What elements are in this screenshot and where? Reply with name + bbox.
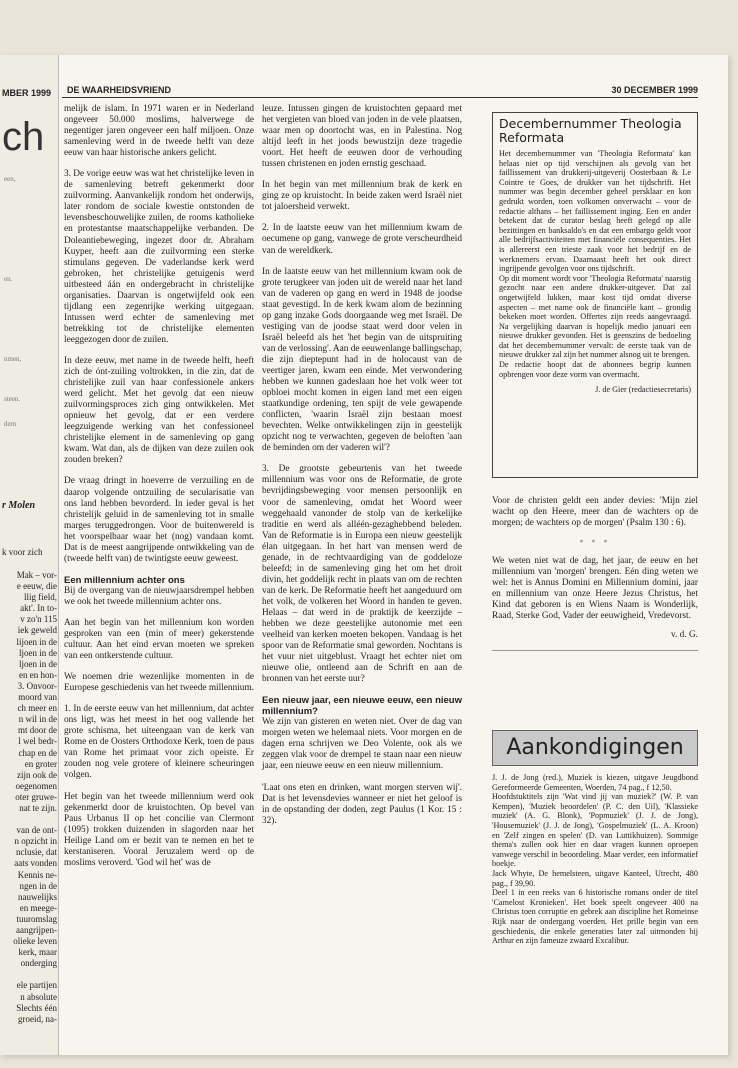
- paragraph: We weten niet wat de dag, het jaar, de eeuw en het millennium van 'morgen' brengen. Eén ding weten we wel: het is Annus Domini en Millennium domini, jaar en millennium van onze Heere Jezus Christus, het Kind dat geboren is en Wiens Naam is Wonderlijk, Raad, Sterke God, Vader der eeuwigheid, Vredevorst.: [492, 556, 698, 622]
- prev-page-fragment: steen.: [4, 395, 21, 403]
- paragraph: De vraag dringt in hoeverre de verzuiling en de daarop volgende ontzuiling de secularisatie van ons land hebben bevorderd. In ieder geval is het christelijk geluid in de samenleving tot in smalle marges teruggedrongen. Voor de buitenwereld is het voorspelbaar waar het (nog) vandaan komt. Dat is de meest aangrijpende ontwikkeling van de (tweede helft van) de twintigste eeuw geweest.: [64, 476, 254, 564]
- section-heading: Een millennium achter ons: [64, 574, 185, 586]
- paragraph: Bij de overgang van de nieuwjaarsdrempel hebben we ook het tweede millennium achter ons.: [64, 585, 254, 607]
- box-title: Decembernummer Theologia Reformata: [499, 116, 682, 145]
- paragraph: De redactie hoopt dat de abonnees begrip kunnen opbrengen voor deze vorm van overmacht.: [499, 360, 691, 379]
- paragraph: Voor de christen geldt een ander devies: 'Mijn ziel wacht op den Heere, meer dan de wachters op de morgen; de wachters op de morgen' (Psalm 130 : 6).: [492, 496, 698, 529]
- announcements-heading: Aankondigingen: [492, 730, 698, 766]
- prev-page-author: r Molen: [2, 500, 36, 511]
- paragraph: Het decembernummer van 'Theologia Reformata' kan helaas niet op tijd verschijnen als gevolg van het faillissement van drukkerij-uitgeverij Oosterbaan & Le Cointre te Goes, de drukker van het tijdschrift. Het nummer was begin december geheel persklaar en kon gedrukt worden, toen volkomen onverwacht – voor de redactie althans – het faillissement inging. Een en ander betekent dat de curator beslag heeft gelegd op alle bezittingen en banksaldo's en dat een embargo geldt voor alle bedrijfsactiviteiten met financiële consequenties. Het is allereerst een trieste zaak voor het bedrijf en de werknemers ervan. Daarnaast heeft het ook direct ingrijpende gevolgen voor ons tijdschrift.: [499, 149, 691, 274]
- paragraph: 3. De vorige eeuw was wat het christelijke leven in de samenleving betreft gekenmerkt door zuilvorming. Aanvankelijk rondom het onderwijs, later rondom de sociale kwestie ontstonden de levensbeschouwelijke zuilen, de rooms katholieke en protestantse maatschappelijke verbanden. De Doleantiebeweging, ingezet door dr. Abraham Kuyper, heeft aan die zuilvorming een sterke stimulans gegeven. De vaderlandse kerk werd gebroken, het christelijke getuigenis werd uitbesteed áán en ondergebracht ìn christelijke organisaties. Daarvan is ongetwijfeld ook een tijdlang een zegenrijke werking uitgegaan. Intussen werd echter de samenleving met betrekking tot de christelijke elementen leeggezogen door de zuilen.: [64, 169, 255, 345]
- divider: [492, 650, 698, 651]
- paragraph: Aan het begin van het millennium kon worden gesproken van een (min of meer) gekerstende cultuur. Aan het eind ervan moeten we spreken van een ontkerstende cultuur.: [64, 617, 254, 662]
- box-signature: J. de Gier (redactiesecretaris): [595, 385, 691, 395]
- paragraph: Jack Whyte, De hemelsteen, uitgave Kanteel, Utrecht, 480 pag., f 39,90.: [492, 868, 698, 888]
- prev-page-line: k voor zich: [2, 547, 43, 557]
- prev-page-fragment: dem: [4, 420, 17, 428]
- column-3-text: [492, 496, 698, 659]
- previous-page-strip: [0, 55, 59, 1055]
- paragraph: 3. De grootste gebeurtenis van het tweede millennium was voor ons de Reformatie, de grote bevrijdingsbeweging voor mensen persoonlijk en voor de samenleving, omdat het Woord weer weggehaald vanonder de stolp van de kerkelijke traditie en werd als alléén-gezaghebbend beleden. Van de Reformatie is in Europa een nieuw geestelijk élan uitgegaan. In het hart van mensen werd de genade, in de rechtvaardiging van de goddeloze beleefd; in de samenleving ging het om het droit divin, het goddelijk recht in plaats van om de rechten van de kerk. De Reformatie heeft het aangeduurd om het volk, de volkeren het Woord in handen te geven. Helaas – dat werd in de praktijk de keerzijde – hebben we deze geestelijke autonomie met een veelheid van kerken moeten bekopen. Vandaag is het spoor van de Reformatie smal geworden. Nochtans is het vuur niet uitgeblust. Vraagt het echter niet om nieuwe olie, ontleend aan de Schrift en aan de bronnen van het eerste uur?: [262, 464, 462, 685]
- page-header: [62, 84, 698, 98]
- paragraph: We noemen drie wezenlijke momenten in de Europese geschiedenis van het tweede millennium.: [64, 672, 255, 694]
- column-2: [262, 104, 462, 837]
- section-heading: Een nieuw jaar, een nieuwe eeuw, een nieuw millennium?: [262, 695, 462, 718]
- paragraph: In de laatste eeuw van het millennium kwam ook de grote terugkeer van joden uit de wereld naar het land van de vaderen op gang en werd in 1948 de joodse staat gevestigd. In de kerk kwam alom de bezinning op gang inzake Gods doorgaande weg met Israël. De vestiging van de joodse staat werd door velen in Israël beleefd als het 'het begin van de uitspruiting van de verlossing'. Aan de eeuwenlange ballingschap, die zijn dieptepunt had in de holocaust van de veertiger jaren, kwam een einde. Met verwondering hebben we kunnen gadeslaan hoe het volk weer tot opbloei mocht komen in eigen land met een eigen staatkundige ordening, ten spijt de vele gewapende conflicten, 'waarin Israël zijn bestaan moest bevechten. Welke ontwikkelingen zijn in geestelijk opzicht nog te verwachten, gegeven de beloften 'aan de beminden om der vaderen wil'?: [262, 266, 462, 454]
- separator: * * *: [579, 538, 611, 548]
- column-1: [64, 104, 254, 879]
- newspaper-name: DE WAARHEIDSVRIEND: [67, 85, 172, 95]
- paragraph: leuze. Intussen gingen de kruistochten gepaard met het vergieten van bloed van joden in de vele plaatsen, waar men op doortocht was, en in Palestina. Nog altijd leeft in het joods bewustzijn deze tragedie voort. Het heeft de eeuwen door de verhouding tussen christenen en joden ernstig geschaad.: [262, 104, 462, 170]
- paragraph: 2. In de laatste eeuw van het millennium kwam de oecumene op gang, vanwege de grote verscheurdheid van de wereldkerk.: [262, 223, 462, 256]
- paragraph: Hoofdstuktitels zijn 'Wat vind jij van muziek?' (W. P. van Kempen), 'Muziek beoordelen' (P. C. den Uil), 'Klassieke muziek' (A. G. Blonk), 'Popmuziek' (J. J. de Jong), 'Housemuziek' (J. J. de Jong), 'Gospelmuziek' (L. A. Kroon) en 'Zelf zingen en spelen' (D. van Luttikhuizen). Sommige thema's zullen ook hier en daar vragen kunnen oproepen vanwege verschil in beoordeling. Maar verder, een informatief boekje.: [492, 792, 698, 869]
- issue-date: 30 DECEMBER 1999: [611, 85, 698, 95]
- paragraph: In het begin van met millennium brak de kerk en ging ze op kruistocht. In beide zaken werd Israël niet tot jaloersheid verwekt.: [262, 180, 462, 213]
- prev-page-fragment: een,: [4, 175, 16, 183]
- paragraph: Deel 1 in een reeks van 6 historische romans onder de titel 'Camelost Kronieken'. Het boek speelt ongeveer 400 na Christus toen corruptie en gebrek aan discipline het Romeinse Rijk naar de ondergang voerden. Het prille begin van een geschiedenis, die enkele generaties later zal uitmonden bij Arthur en zijn fameuze zwaard Excalibur.: [492, 888, 698, 946]
- announcement-box: [492, 112, 698, 478]
- announcements-list: [492, 773, 698, 946]
- prev-page-text: Mak – vor- e eeuw, die llig field, akt'. In to- v zo'n 115 iek geweld lijoen in de ljoen in de ljoen in de en en hon- 3. Onvoor- moord van ch meer en n wil in de mt door de l wel bedr- chap en de en groter zijn ook de oegenomen oter gruwe- nat te zijn. van de ont- n opzicht in nclusie, dat aats vonden Kennis ne- ngen in de nauwelijks en meege- tuuromslag aangrijpen- olieke leven kerk, maar onderging ele partijen n absolute Slechts één groeid, na-: [13, 570, 57, 1024]
- paragraph: Op dit moment wordt voor 'Theologia Reformata' naarstig gezocht naar een andere drukker-uitgever. Dat zal ongetwijfeld lukken, maar kost tijd omdat diverse aspecten – met name ook de financiële kant – grondig bekeken moet worden. Offertes zijn reeds aangevraagd. Na vergelijking daarvan is hopelijk medio januari een nieuwe drukker gevonden. Het is geenszins de bedoeling dat het decembernummer vervalt: de eerste taak van de nieuwe drukker zal zijn het nummer alsnog uit te brengen.: [499, 273, 691, 360]
- paragraph: Het begin van het tweede millennium werd ook gekenmerkt door de kruistochten. Op bevel van Paus Urbanus II op het concilie van Clermont (1095) trokken duizenden in slagorden naar het Heilige Land om er bezit van te nemen en het te kerstaniseren. Vooral Jeruzalem werd op de moslims veroverd. 'God wil het' was de: [64, 791, 254, 868]
- paragraph: In deze eeuw, met name in de tweede helft, heeft zich de ónt-zuiling voltrokken, in die zin, dat de christelijke zuil van haar confessionele ankers werd gelicht. Met het gevolg dat een nieuw zuilvormingsproces zich ging ontwikkelen. Met opnieuw het gevolg, dat er een verdere leegzuigende werking van het confessioneel christelijke element in de samenleving op gang kwam. Wat dan, als de dijken van deze zuilen ook zouden breken?: [64, 355, 254, 466]
- paragraph: 'Laat ons eten en drinken, want morgen sterven wij'. Dat is het levensdevies wanneer er niet het geloof is in de opstanding der doden, zegt Paulus (1 Kor. 15 : 32).: [262, 782, 462, 826]
- prev-page-header: MBER 1999: [2, 88, 52, 98]
- paragraph: J. J. de Jong (red.), Muziek is kiezen, uitgave Jeugdbond Gereformeerde Gemeenten, Woerden, 74 pag., f 12,50.: [492, 773, 698, 792]
- author-signature: v. d. G.: [670, 630, 698, 641]
- paragraph: melijk de islam. In 1971 waren er in Nederland ongeveer 50.000 moslims, halverwege de negentiger jaren ongeveer een half miljoen. Onze samenleving werd in de tweede helft van deze eeuw van haar historische ankers gelicht.: [64, 104, 254, 159]
- prev-page-heading: ch: [2, 115, 45, 159]
- paragraph: We zijn van gisteren en weten niet. Over de dag van morgen weten we helemaal niets. Voor morgen en de dagen erna schrijven we Deo Volente, ook als we zeggen vlak voor de drempel te staan naar een nieuw jaar, een nieuwe eeuw en een nieuw millennium.: [262, 717, 462, 772]
- prev-page-fragment: nmen,: [4, 355, 22, 363]
- paragraph: 1. In de eerste eeuw van het millennium, dat achter ons ligt, was het meest in het oog vallende het grote schisma, het uiteengaan van de kerk van Rome en de Oosters Orthodoxe Kerk, toen de paus van Rome het primaat voor zich opeiste. Er zouden nog vele grotere of kleinere scheuringen volgen.: [64, 704, 254, 781]
- prev-page-fragment: en.: [4, 275, 13, 283]
